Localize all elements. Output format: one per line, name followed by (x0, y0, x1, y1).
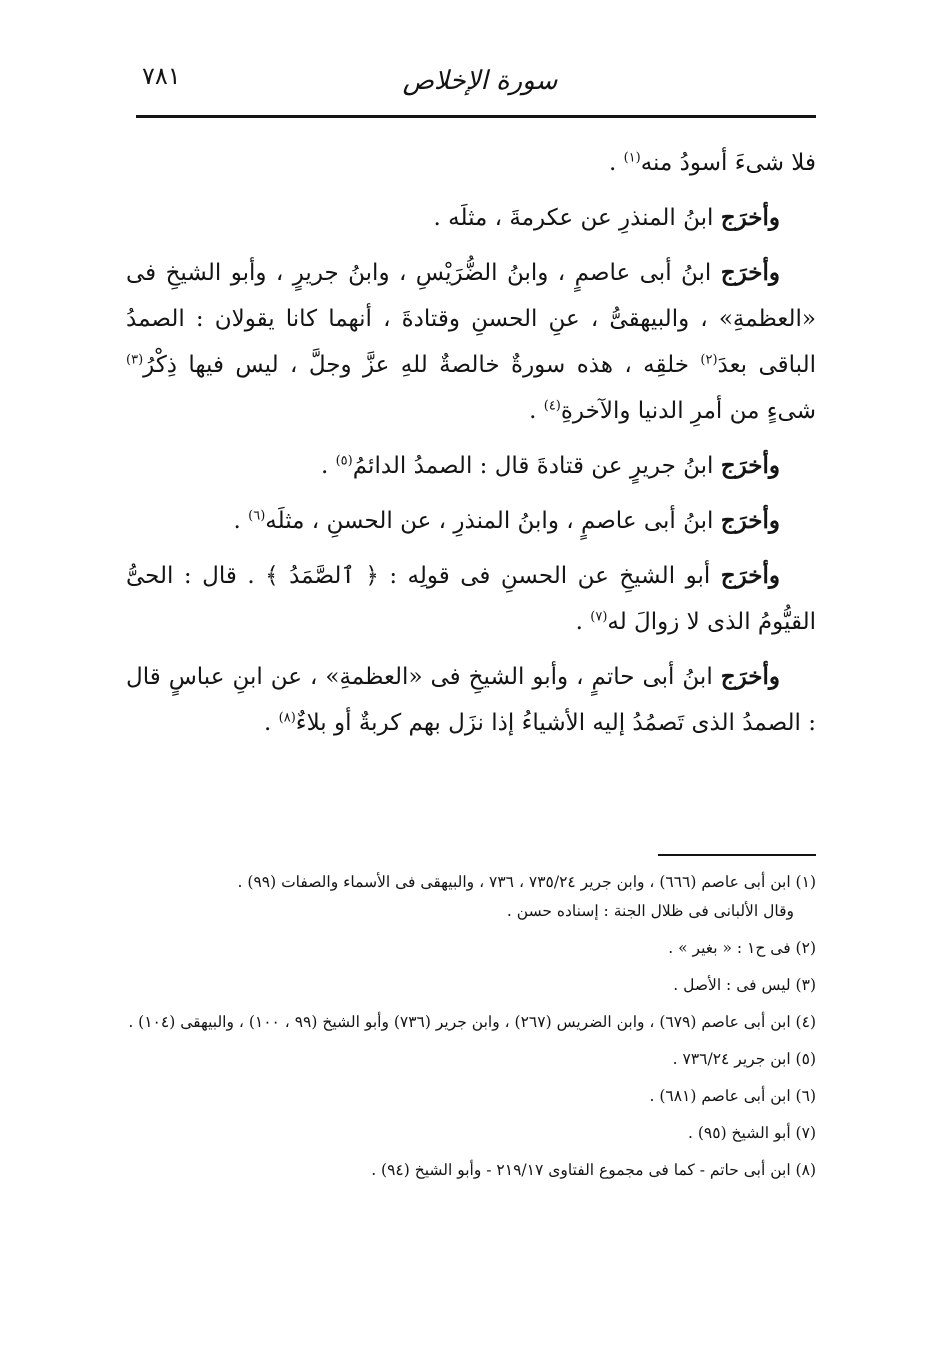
footnote: (٧) أبو الشيخ (٩٥) . (688, 1124, 816, 1142)
page-number: ٧٨١ (142, 62, 181, 90)
body-text (126, 140, 816, 755)
footnote-ref: (٢) (700, 352, 718, 368)
paragraph: وأخرَج ابنُ أبى حاتمٍ ، وأبو الشيخِ فى «العظمةِ» ، عن ابنِ عباسٍ قال : الصمدُ الذى تَصمُدُ إليه الأشياءُ إذا نزَل بهم كربةٌ أو بلاءٌ$^{(٨)}$ . (126, 663, 816, 736)
footnote: (٢) فى ح١ : « بغير » . (668, 939, 816, 957)
footnote: (١) ابن أبى عاصم (٦٦٦) ، وابن جرير ٧٣٥/٢٤ ، ٧٣٦ ، والبيهقى فى الأسماء والصفات (٩٩) . (237, 873, 816, 891)
footnote-ref: (٥) (335, 453, 353, 469)
paragraph (126, 195, 816, 241)
footnote: (٥) ابن جرير ٧٣٦/٢٤ . (672, 1050, 816, 1068)
footnote-ref: (٦) (248, 508, 266, 524)
header-rule (136, 115, 816, 118)
paragraph: وأخرَج ابنُ جريرٍ عن قتادةَ قال : الصمدُ الدائمُ$^{(٥)}$ . (320, 452, 780, 479)
footnotes (126, 868, 816, 1193)
footnote-ref: (٨) (278, 710, 296, 726)
footnote-ref: (١) (623, 150, 641, 166)
paragraph: وأخرَج ابنُ أبى عاصمٍ ، وابنُ المنذرِ ، عن الحسنِ ، مثلَه$^{(٦)}$ . (233, 507, 780, 534)
paragraph-text: خلقِه ، هذه سورةٌ خالصةٌ للهِ عزَّ وجلَّ ، ليس فيها ذِكْرُ (143, 352, 701, 378)
paragraph: وأخرَج أبو الشيخِ عن الحسنِ فى قولِه : ﴿ ٱلصَّمَدُ ﴾ . قال : الحىُّ القيُّومُ الذى لا زوالَ له$^{(٧)}$ . (126, 562, 816, 635)
footnote: (٤) ابن أبى عاصم (٦٧٩) ، وابن الضريس (٢٦٧) ، وابن جرير (٧٣٦) وأبو الشيخ (٩٩ ، ١٠٠) ، والبيهقى (١٠٤) . (128, 1013, 816, 1031)
footnote: (٨) ابن أبى حاتم - كما فى مجموع الفتاوى ٢١٩/١٧ - وأبو الشيخ (٩٤) . (371, 1161, 816, 1179)
paragraph-text: ابنُ أبى حاتمٍ ، وأبو الشيخِ فى «العظمةِ» ، عن ابنِ عباسٍ قال : الصمدُ الذى تَصمُدُ إليه الأشياءُ إذا نزَل بهم كربةٌ أو بلاءٌ (126, 664, 816, 736)
paragraph-text: ابنُ المنذرِ عن عكرمةَ ، مثلَه . (433, 205, 721, 231)
paragraph: وأخرَج ابنُ أبى عاصمٍ ، وابنُ الضُّرَيْسِ ، وابنُ جريرٍ ، وأبو الشيخِ فى «العظمةِ» ، والبيهقىُّ ، عنِ الحسنِ وقتادةَ ، أنهما كانا يقولان : الصمدُ الباقى بعدَ$^{(٢)}$ خلقِه ، هذه سورةٌ خالصةٌ للهِ عزَّ وجلَّ ، ليس فيها ذِكْرُ$^{(٣)}$ شىءٍ من أمرِ الدنيا والآخرةِ$^{(٤)}$ . (126, 259, 816, 424)
paragraph-text: فلا شىءَ أسودُ منه (640, 150, 816, 176)
footnote-ref: (٣) (126, 352, 144, 368)
footnote: (٦) ابن أبى عاصم (٦٨١) . (649, 1087, 816, 1105)
footnote-ref: (٧) (590, 609, 608, 625)
paragraph-lead: وأخرَج (720, 204, 780, 231)
paragraph-lead: وأخرَج (720, 452, 780, 479)
footnote-continuation: وقال الألبانى فى ظلال الجنة : إسناده حسن . (506, 902, 794, 920)
paragraph-lead: وأخرَج (720, 663, 780, 690)
paragraph-lead: وأخرَج (720, 562, 780, 589)
paragraph-lead: وأخرَج (720, 259, 780, 286)
footnote-ref: (٤) (543, 398, 561, 414)
paragraph-text: شىءٍ من أمرِ الدنيا والآخرةِ (560, 398, 816, 424)
paragraph-text: ابنُ أبى عاصمٍ ، وابنُ المنذرِ ، عن الحسنِ ، مثلَه (265, 508, 721, 534)
paragraph-lead: وأخرَج (720, 507, 780, 534)
paragraph-text: أبو الشيخِ عن الحسنِ فى قولِه : ﴿ ٱلصَّمَدُ ﴾ . قال : الحىُّ القيُّومُ الذى لا زوالَ له (126, 563, 816, 635)
paragraph: فلا شىءَ أسودُ منه$^{(١)}$ . (608, 150, 816, 176)
running-title: سورة الإخلاص (402, 66, 558, 96)
footnote-separator (658, 854, 816, 856)
paragraph-text: ابنُ جريرٍ عن قتادةَ قال : الصمدُ الدائمُ (352, 453, 721, 479)
paragraph-text: ابنُ أبى عاصمٍ ، وابنُ الضُّرَيْسِ ، وابنُ جريرٍ ، وأبو الشيخِ فى «العظمةِ» ، والبيهقىُّ ، عنِ الحسنِ وقتادةَ ، أنهما كانا يقولان : الصمدُ الباقى بعدَ (126, 260, 816, 378)
footnote: (٣) ليس فى : الأصل . (673, 976, 816, 994)
